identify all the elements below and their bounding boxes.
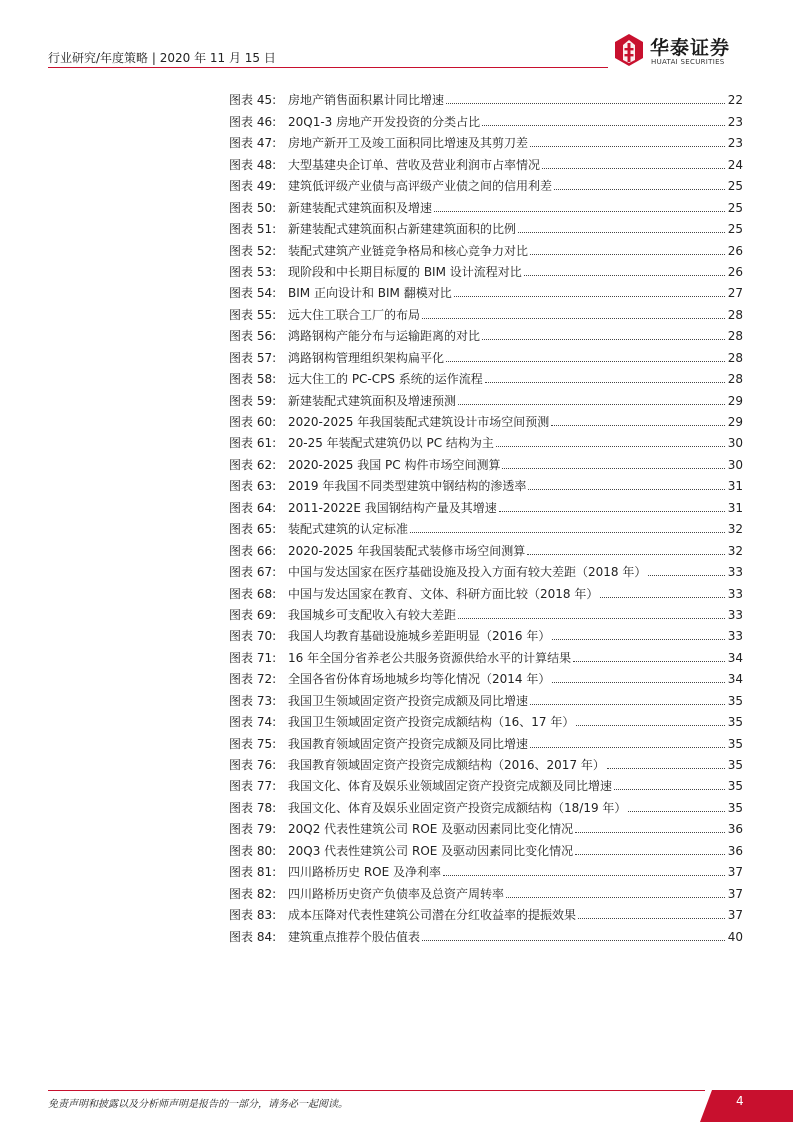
toc-page-number: 26 [727,243,743,258]
toc-page-number: 30 [727,457,743,472]
toc-dot-leader [458,404,725,405]
toc-figure-title: 房地产销售面积累计同比增速 [288,93,445,108]
toc-entry[interactable] [229,558,743,579]
toc-dot-leader [528,489,724,490]
toc-entry[interactable] [229,386,743,407]
toc-figure-title: 鸿路钢构管理组织架构扁平化 [288,350,445,365]
toc-figure-title: 大型基建央企订单、营收及营业利润市占率情况 [288,157,541,172]
toc-entry[interactable] [229,279,743,300]
toc-dot-leader [614,789,725,790]
toc-page-number: 36 [727,843,743,858]
toc-figure-label: 图表 71: [229,650,277,665]
toc-figure-title: 新建装配式建筑面积及增速预测 [288,393,457,408]
footer-accent-bar [700,1084,793,1122]
toc-figure-title: 我国文化、体育及娱乐业领域固定资产投资完成额及同比增速 [288,779,613,794]
toc-dot-leader [530,704,725,705]
toc-figure-label: 图表 57: [229,350,277,365]
toc-figure-title: 全国各省份体育场地城乡均等化情况（2014 年） [288,672,551,687]
toc-page-number: 35 [727,693,743,708]
toc-figure-label: 图表 80: [229,843,277,858]
toc-figure-label: 图表 78: [229,800,277,815]
toc-page-number: 28 [727,307,743,322]
toc-entry[interactable] [229,643,743,664]
toc-page-number: 36 [727,822,743,837]
toc-page-number: 23 [727,136,743,151]
toc-entry[interactable] [229,708,743,729]
toc-figure-label: 图表 75: [229,736,277,751]
toc-figure-title: 装配式建筑的认定标准 [288,522,409,537]
table-of-figures [229,86,743,944]
toc-figure-label: 图表 64: [229,500,277,515]
toc-entry[interactable] [229,236,743,257]
toc-figure-title: 2020-2025 年我国装配式装修市场空间测算 [288,543,526,558]
toc-page-number: 34 [727,672,743,687]
toc-dot-leader [607,768,725,769]
toc-figure-title: 建筑低评级产业债与高评级产业债之间的信用利差 [288,179,553,194]
toc-entry[interactable] [229,408,743,429]
toc-figure-label: 图表 69: [229,607,277,622]
toc-figure-label: 图表 48: [229,157,277,172]
toc-page-number: 40 [727,929,743,944]
toc-figure-label: 图表 73: [229,693,277,708]
company-logo [614,33,754,69]
toc-entry[interactable] [229,793,743,814]
toc-figure-label: 图表 45: [229,93,277,108]
toc-dot-leader [410,532,725,533]
toc-entry[interactable] [229,365,743,386]
toc-dot-leader [499,511,725,512]
toc-page-number: 31 [727,500,743,515]
toc-entry[interactable] [229,879,743,900]
toc-page-number: 35 [727,736,743,751]
toc-dot-leader [422,940,725,941]
toc-dot-leader [446,103,725,104]
toc-entry[interactable] [229,258,743,279]
toc-entry[interactable] [229,193,743,214]
toc-page-number: 35 [727,715,743,730]
toc-entry[interactable] [229,450,743,471]
toc-figure-title: 我国文化、体育及娱乐业固定资产投资完成额结构（18/19 年） [288,800,627,815]
toc-figure-label: 图表 51: [229,222,277,237]
toc-figure-title: 四川路桥历史 ROE 及净利率 [288,865,441,880]
toc-entry[interactable] [229,579,743,600]
toc-entry[interactable] [229,836,743,857]
toc-figure-title: 远大住工联合工厂的布局 [288,307,421,322]
toc-dot-leader [485,382,725,383]
toc-entry[interactable] [229,472,743,493]
toc-figure-title: 建筑重点推荐个股估值表 [288,929,421,944]
toc-page-number: 31 [727,479,743,494]
toc-dot-leader [575,832,725,833]
toc-entry[interactable] [229,150,743,171]
toc-figure-label: 图表 70: [229,629,277,644]
toc-page-number: 35 [727,758,743,772]
toc-dot-leader [573,661,725,662]
toc-figure-label: 图表 79: [229,822,277,837]
toc-page-number: 27 [727,286,743,301]
toc-entry[interactable] [229,107,743,128]
toc-figure-title: 我国教育领域固定资产投资完成额结构（2016、2017 年） [288,758,605,772]
toc-page-number: 25 [727,200,743,215]
toc-figure-label: 图表 63: [229,479,277,494]
toc-figure-title: 20-25 年装配式建筑仍以 PC 结构为主 [288,436,494,451]
toc-entry[interactable] [229,815,743,836]
toc-figure-label: 图表 50: [229,200,277,215]
toc-page-number: 28 [727,329,743,344]
toc-dot-leader [552,639,724,640]
toc-figure-title: 四川路桥历史资产负债率及总资产周转率 [288,886,505,901]
logo-chinese-name: 华泰证券 [650,37,731,59]
toc-figure-title: 新建装配式建筑面积及增速 [288,200,433,215]
toc-page-number: 30 [727,436,743,451]
toc-dot-leader [454,296,725,297]
toc-figure-title: BIM 正向设计和 BIM 翻模对比 [288,286,452,301]
toc-page-number: 23 [727,114,743,129]
toc-entry[interactable] [229,922,743,943]
toc-dot-leader [458,618,725,619]
toc-figure-title: 2020-2025 我国 PC 构件市场空间测算 [288,457,501,472]
toc-entry[interactable] [229,300,743,321]
toc-figure-label: 图表 60: [229,415,277,429]
toc-dot-leader [554,189,725,190]
page-number: 4 [736,1094,744,1108]
toc-figure-title: 房地产新开工及竣工面积同比增速及其剪刀差 [288,136,529,151]
logo-english-name: HUATAI SECURITIES [651,58,725,66]
toc-dot-leader [482,339,725,340]
breadcrumb: 行业研究/年度策略 | 2020 年 11 月 15 日 [48,51,276,65]
toc-figure-label: 图表 76: [229,758,277,772]
toc-figure-label: 图表 83: [229,908,277,923]
toc-figure-label: 图表 74: [229,715,277,730]
toc-dot-leader [422,318,725,319]
toc-page-number: 37 [727,908,743,923]
toc-page-number: 32 [727,522,743,537]
toc-figure-label: 图表 56: [229,329,277,344]
toc-page-number: 34 [727,650,743,665]
toc-figure-title: 中国与发达国家在医疗基础设施及投入方面有较大差距（2018 年） [288,565,647,580]
toc-entry[interactable] [229,129,743,150]
toc-dot-leader [530,146,725,147]
toc-dot-leader [518,232,725,233]
toc-figure-title: 成本压降对代表性建筑公司潜在分红收益率的提振效果 [288,908,577,923]
toc-figure-label: 图表 54: [229,286,277,301]
header-divider [48,67,608,68]
toc-page-number: 25 [727,179,743,194]
toc-figure-title: 20Q3 代表性建筑公司 ROE 及驱动因素同比变化情况 [288,843,574,858]
toc-dot-leader [482,125,725,126]
toc-figure-label: 图表 68: [229,586,277,601]
huatai-logo-icon [614,33,644,67]
toc-figure-title: 2019 年我国不同类型建筑中钢结构的渗透率 [288,479,527,494]
toc-dot-leader [551,425,724,426]
toc-page-number: 33 [727,586,743,601]
toc-page-number: 22 [727,93,743,108]
toc-dot-leader [506,897,725,898]
toc-figure-label: 图表 84: [229,929,277,944]
toc-figure-title: 我国城乡可支配收入有较大差距 [288,607,457,622]
toc-figure-label: 图表 52: [229,243,277,258]
toc-page-number: 24 [727,157,743,172]
toc-figure-label: 图表 82: [229,886,277,901]
toc-page-number: 35 [727,779,743,794]
toc-entry[interactable] [229,536,743,557]
toc-figure-label: 图表 67: [229,565,277,580]
toc-figure-title: 16 年全国分省养老公共服务资源供给水平的计算结果 [288,650,572,665]
toc-dot-leader [446,361,725,362]
toc-dot-leader [576,725,724,726]
toc-figure-title: 2020-2025 年我国装配式建筑设计市场空间预测 [288,415,550,429]
toc-figure-title: 现阶段和中长期目标厦的 BIM 设计流程对比 [288,264,522,279]
toc-entry[interactable] [229,515,743,536]
toc-dot-leader [434,211,725,212]
toc-entry[interactable] [229,343,743,364]
toc-figure-title: 鸿路钢构产能分布与运输距离的对比 [288,329,481,344]
toc-page-number: 33 [727,607,743,622]
toc-entry[interactable] [229,772,743,793]
toc-entry[interactable] [229,322,743,343]
toc-entry[interactable] [229,686,743,707]
toc-figure-title: 20Q1-3 房地产开发投资的分类占比 [288,114,481,129]
toc-dot-leader [578,918,725,919]
toc-dot-leader [628,811,724,812]
toc-figure-title: 我国卫生领域固定资产投资完成额及同比增速 [288,693,529,708]
toc-entry[interactable] [229,665,743,686]
toc-figure-label: 图表 47: [229,136,277,151]
toc-page-number: 25 [727,222,743,237]
toc-entry[interactable] [229,729,743,750]
toc-page-number: 33 [727,629,743,644]
toc-page-number: 29 [727,393,743,408]
toc-figure-label: 图表 46: [229,114,277,129]
toc-dot-leader [524,275,725,276]
toc-dot-leader [502,468,724,469]
toc-dot-leader [600,597,724,598]
toc-figure-label: 图表 77: [229,779,277,794]
toc-entry[interactable] [229,429,743,450]
toc-dot-leader [552,682,724,683]
toc-figure-title: 20Q2 代表性建筑公司 ROE 及驱动因素同比变化情况 [288,822,574,837]
toc-figure-label: 图表 55: [229,307,277,322]
toc-entry[interactable] [229,858,743,879]
toc-figure-label: 图表 62: [229,457,277,472]
toc-figure-title: 远大住工的 PC-CPS 系统的运作流程 [288,372,483,387]
toc-page-number: 28 [727,372,743,387]
toc-figure-title: 新建装配式建筑面积占新建建筑面积的比例 [288,222,517,237]
toc-figure-label: 图表 49: [229,179,277,194]
toc-figure-title: 我国卫生领域固定资产投资完成额结构（16、17 年） [288,715,575,730]
toc-dot-leader [496,446,725,447]
toc-figure-label: 图表 59: [229,393,277,408]
toc-figure-label: 图表 81: [229,865,277,880]
toc-page-number: 32 [727,543,743,558]
toc-figure-title: 2011-2022E 我国钢结构产量及其增速 [288,500,497,515]
toc-dot-leader [575,854,725,855]
toc-figure-title: 中国与发达国家在教育、文体、科研方面比较（2018 年） [288,586,599,601]
toc-dot-leader [530,747,725,748]
toc-dot-leader [527,554,724,555]
toc-figure-label: 图表 72: [229,672,277,687]
toc-figure-title: 我国教育领域固定资产投资完成额及同比增速 [288,736,529,751]
toc-dot-leader [443,875,725,876]
toc-entry[interactable] [229,493,743,514]
toc-figure-label: 图表 66: [229,543,277,558]
toc-figure-label: 图表 58: [229,372,277,387]
toc-dot-leader [542,168,725,169]
toc-entry[interactable] [229,901,743,922]
toc-page-number: 37 [727,865,743,880]
footer-disclaimer: 免责声明和披露以及分析师声明是报告的一部分，请务必一起阅读。 [48,1099,348,1110]
footer-divider [48,1090,705,1091]
toc-entry[interactable] [229,751,743,772]
toc-entry[interactable] [229,215,743,236]
toc-figure-title: 我国人均教育基础设施城乡差距明显（2016 年） [288,629,551,644]
toc-page-number: 37 [727,886,743,901]
toc-page-number: 35 [727,800,743,815]
toc-page-number: 26 [727,264,743,279]
toc-figure-label: 图表 65: [229,522,277,537]
toc-entry[interactable] [229,172,743,193]
toc-page-number: 28 [727,350,743,365]
toc-figure-title: 装配式建筑产业链竞争格局和核心竞争力对比 [288,243,529,258]
toc-dot-leader [648,575,724,576]
toc-page-number: 33 [727,565,743,580]
toc-entry[interactable] [229,601,743,622]
toc-page-number: 29 [727,415,743,429]
toc-figure-label: 图表 53: [229,264,277,279]
toc-dot-leader [530,254,725,255]
toc-figure-label: 图表 61: [229,436,277,451]
toc-entry[interactable] [229,86,743,107]
toc-entry[interactable] [229,622,743,643]
